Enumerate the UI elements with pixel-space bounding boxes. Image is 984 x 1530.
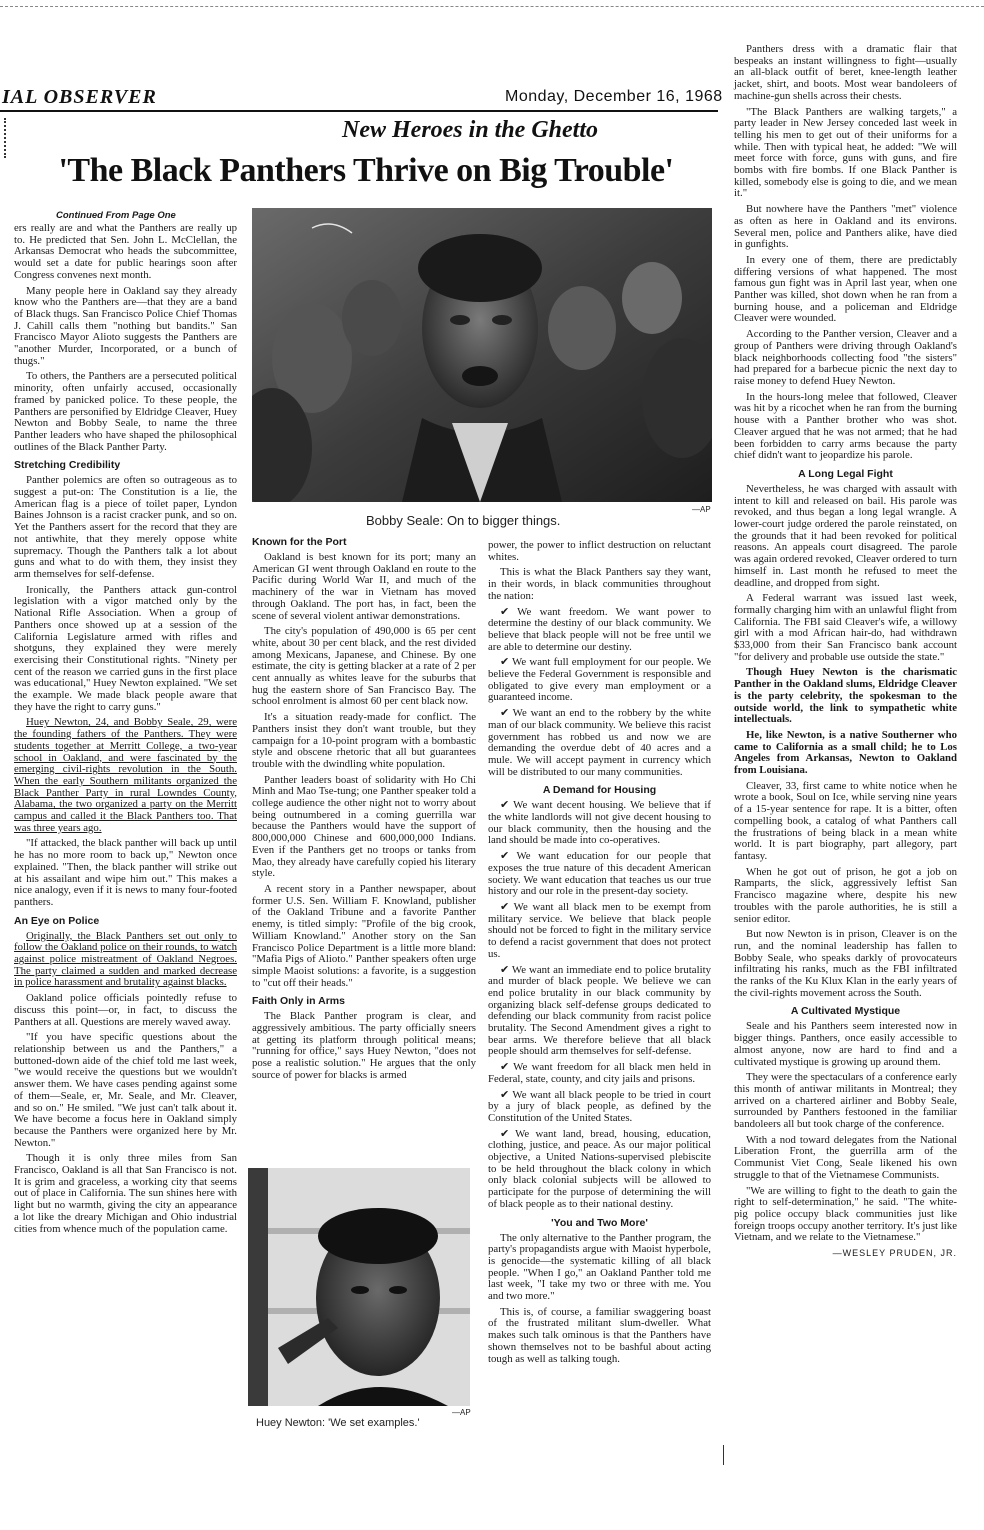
paragraph: The only alternative to the Panther program, the party's propagandists argue with Maoist hyperbole, is genocide—the systematic killing of all black people. "When I go," an Oakland Panther told me last week, "I take my two or three with me. You and two more." bbox=[488, 1231, 711, 1303]
column-rule bbox=[723, 1445, 724, 1465]
list-item: ✔ We want all black men to be exempt from military service. We believe that black people should not be forced to fight in the military service to defend a racist government that does not protect us. bbox=[488, 900, 711, 960]
subhead: Faith Only in Arms bbox=[252, 995, 345, 1008]
paragraph: Ironically, the Panthers attack gun-control legislation with a vigor matched only by the National Rifle Association. When a group of Panthers once showed up at a session of the California Legislature armed with rifles and shotguns, they explained they were merely exercising their Constitutional rights. "Ninety per cent of the reason we carried guns in the first place was educational," Huey Newton explained. "We set the example. We made black people aware that they have the right to carry guns." bbox=[14, 583, 237, 713]
photo-credit: —AP bbox=[692, 505, 711, 514]
paragraph: With a nod toward delegates from the National Liberation Front, the guerrilla arm of the Communist Viet Cong, Seale likened his own struggle to that of the Vietnamese Communists. bbox=[734, 1133, 957, 1181]
list-item: ✔ We want full employment for our people. We believe the Federal Government is responsible and obligated to give every man employment or a guaranteed income. bbox=[488, 656, 711, 704]
paragraph: Originally, the Black Panthers set out only to follow the Oakland police on their rounds, to watch against police mistreatment of Oakland Negroes. The party claimed a sudden and marked decrease in police harassment and brutality against blacks. bbox=[14, 929, 237, 989]
huey-newton-photo bbox=[248, 1168, 470, 1406]
subhead: A Cultivated Mystique bbox=[790, 1005, 901, 1018]
subhead: Known for the Port bbox=[252, 536, 347, 548]
paragraph: To others, the Panthers are a persecuted political minority, often unfairly accused, occasionally framed by panicked police. To these people, the Panthers are personified by Eldridge Cleaver, Huey Newton and Bobby Seale, to name the three Panther leaders who have shaped the philosophical outlines of the Black Panther Party. bbox=[14, 370, 237, 453]
column-3 bbox=[488, 540, 711, 1369]
list-item: ✔ We want education for our people that exposes the true nature of this decadent American society. We want education that teaches us our true history and our role in the present-day society. bbox=[488, 850, 711, 898]
paragraph: Though Huey Newton is the charismatic Panther in the Oakland slums, Eldridge Cleaver is the party celebrity, the spokesman to the outside world, the link to sympathetic white intellectuals. bbox=[734, 666, 957, 726]
paragraph: They were the spectaculars of a conference early this month of antiwar militants in Montreal; they arrived on a chartered airliner and Bobby Seale, surrounded by Panthers festooned in the familiar bandoleers all but took charge of the conference. bbox=[734, 1071, 957, 1131]
byline: —WESLEY PRUDEN, JR. bbox=[832, 1248, 957, 1259]
paragraph: This is what the Black Panthers say they want, in their words, in black communities throughout the nation: bbox=[488, 566, 711, 602]
masthead-title: IAL OBSERVER bbox=[2, 86, 157, 108]
paragraph: power, the power to inflict destruction on reluctant whites. bbox=[488, 539, 711, 563]
subhead: A Demand for Housing bbox=[542, 784, 657, 797]
column-4 bbox=[734, 44, 957, 1258]
paragraph: He, like Newton, is a native Southerner who came to California as a small child; he to Los Angeles from Arkansas, Newton to Oakland from Louisiana. bbox=[734, 728, 957, 777]
subhead: An Eye on Police bbox=[14, 914, 100, 927]
paragraph: Many people here in Oakland say they already know who the Panthers are—that they are a band of Black thugs. San Francisco Police Chief Thomas J. Cahill calls them "nothing but bandits." San Francisco Mayor Alioto suggests the Panthers are "another Murder, Incorporated, or a bunch of thugs." bbox=[14, 284, 237, 367]
paragraph: A Federal warrant was issued last week, formally charging him with an unlawful flight from California. The FBI said Cleaver's wife, a willowy girl with a mod African hair-do, had withdrawn $33,000 from their San Francisco bank account "for delivery and probable use outside the state." bbox=[734, 592, 957, 663]
paragraph: "If you have specific questions about the relationship between us and the Panthers," a buttoned-down aide of the chief told me last week, "we would receive the questions but we wouldn't answer them. We have cases pending against some of them—Seale, er, Mr. Seale, and Mr. Cleaver, and so on." He smiled. "We just can't talk about it. We have become a focus here in Oakland simply because the Panthers were organized here by Mr. Newton." bbox=[14, 1031, 237, 1149]
paragraph: According to the Panther version, Cleaver and a group of Panthers were driving through Oakland's black neighborhoods collecting food "the sisters" had prepared for a barbecue picnic the next day to raise money to defend Huey Newton. bbox=[734, 328, 957, 387]
list-item: ✔ We want an end to the robbery by the white man of our black community. We believe this racist government has robbed us and now we are demanding the overdue debt of 40 acres and a mule. We will accept payment in currency which will be distributed to our many communities. bbox=[488, 707, 711, 778]
paragraph: But nowhere have the Panthers "met" violence as often as here in Oakland and its environs. Several men, police and Panthers alike, have died in gunfights. bbox=[734, 203, 957, 251]
paragraph: The Black Panther program is clear, and aggressively ambitious. The party officially sneers at getting its platform through political means; "running for office," says Huey Newton, "does not pose a realistic solution." He argues that the only source of power for blacks is armed bbox=[252, 1010, 476, 1081]
photo-caption: Huey Newton: 'We set examples.' bbox=[256, 1417, 420, 1429]
paragraph: It's a situation ready-made for conflict. The Panthers insist they don't want trouble, but they campaign for a 10-point program with a bombastic style and obscene rhetoric that all but guarantees trouble with the dwindling white population. bbox=[252, 711, 476, 770]
paragraph: Though it is only three miles from San Francisco, Oakland is all that San Francisco is not. It is grim and graceless, a working city that seems out of place in California. The sun shines here with light but no warmth, giving the city an appearance a lot like the dreary Michigan and Ohio industrial cities from whence much of the population came. bbox=[14, 1152, 237, 1235]
list-item: ✔ We want freedom. We want power to determine the destiny of our black community. We believe that black people will not be free until we are able to determine our destiny. bbox=[488, 605, 711, 653]
subhead: A Long Legal Fight bbox=[798, 467, 893, 480]
photo-caption: Bobby Seale: On to bigger things. bbox=[366, 513, 561, 528]
list-item: ✔ We want all black people to be tried in court by a jury of black people, as defined by the Constitution of the United States. bbox=[488, 1088, 711, 1124]
column-2 bbox=[252, 530, 476, 1086]
subhead: 'You and Two More' bbox=[551, 1216, 648, 1229]
paragraph: Huey Newton, 24, and Bobby Seale, 29, were the founding fathers of the Panthers. They were students together at Merritt College, a two-year school in Oakland, and were fascinated by the emerging civil-rights revolution in the South. When the early Southern militants organized the Black Panther Party in rural Lowndes County, Alabama, the two organized a party on the Merritt campus and called it the Black Panthers too. That was three years ago. bbox=[14, 716, 237, 834]
subhead: Stretching Credibility bbox=[14, 459, 121, 472]
crowd-photo-image bbox=[252, 208, 712, 502]
paragraph: Panther polemics are often so outrageous as to suggest a put-on: The Constitution is a lie, the American flag is a piece of toilet paper, Lyndon Baines Johnson is a racist cracker punk, and so on. Yet the Panthers assert for the record that they are not antiwhite, that they merely oppose white supremacy. Though the Panthers talk a lot about guns and what to do with them, they insist they arm themselves for self-defense. bbox=[14, 474, 237, 580]
paragraph: This is, of course, a familiar swaggering boast of the frustrated militant slum-dweller. What makes such talk ominous is that the Panthers have shown themselves not to be bashful about acting tough as well as talking tough. bbox=[488, 1305, 711, 1365]
paragraph: ers really are and what the Panthers are really up to. He predicted that Sen. John L. McClellan, the Arkansas Democrat who heads the subcommittee, would set a date for public hearings soon after Congress convenes next month. bbox=[14, 222, 237, 281]
paragraph: Panthers dress with a dramatic flair that bespeaks an instant willingness to fight—usually an all-black outfit of beret, knee-length leather jacket, shirt, and boots. Most wear bandoleers of machine-gun shells across their chests. bbox=[734, 43, 957, 102]
column-1 bbox=[14, 210, 237, 1239]
paragraph: The city's population of 490,000 is 65 per cent white, about 30 per cent black, and the rest divided among Mexicans, Japanese, and Chinese. By one estimate, the city is getting blacker at a rate of 2 per cent annually as whites leave for the suburbs that hug the eastern shore of San Francisco Bay. The school enrolment is almost 60 per cent black now. bbox=[252, 625, 476, 708]
paragraph: "The Black Panthers are walking targets," a party leader in New Jersey conceded last week in telling his men to get out of their uniforms for a while. Then with typical heat, he added: "We will meet force with force, guns with guns, and fire bombs with fire bombs. If one Black Panther is killed, somebody else is going to die, and we mean it." bbox=[734, 105, 957, 200]
paragraph: "If attacked, the black panther will back up until he has no more room to back up," Newton once explained. "Then, the black panther will strike out at his assailant and wipe him out." This makes a nice analogy, even if it is news to many four-footed panthers. bbox=[14, 837, 237, 908]
paragraph: A recent story in a Panther newspaper, about former U.S. Sen. William F. Knowland, publisher of the Oakland Tribune and a favorite Panther enemy, is titled simply: "Profile of the big crook, William Knowland." Another story on the San Francisco Police Department is a little more bland: "Mafia Pigs of Alioto." Panther speakers often urge simple Maoist solutions: a favorite, is a suggestion to "cut off their heads." bbox=[252, 882, 476, 989]
continued-note: Continued From Page One bbox=[56, 210, 176, 221]
headline: 'The Black Panthers Thrive on Big Trouble' bbox=[58, 152, 674, 189]
paragraph: In the hours-long melee that followed, Cleaver was hit by a ricochet when he ran from the burning house with a Panther brother who was shot. Cleaver argued that he was not armed; that he had been forbidden to carry arms because the party chief didn't want to jeopardize his parole. bbox=[734, 390, 957, 462]
paragraph: Panther leaders boast of solidarity with Ho Chi Minh and Mao Tse-tung; one Panther speaker told a college audience the other night not to worry about being outnumbered in a coming guerrilla war because the Panthers would have the support of 800,000,000 Chinese and 600,000,000 Indians. Even if the Panthers get no troops or tanks from Mao, they already have carefully copied his literary style. bbox=[252, 773, 476, 880]
list-item: ✔ We want land, bread, housing, education, clothing, justice, and peace. As our major political objective, a United Nations-supervised plebiscite to be held throughout the black colony in which only black colonial subjects will be allowed to participate for the purpose of determining the will of black people as to their national destiny. bbox=[488, 1127, 711, 1210]
margin-marks bbox=[4, 118, 8, 158]
paragraph: Nevertheless, he was charged with assault with intent to kill and released on bail. His parole was revoked, and thus began a long legal wrangle. A lower-court judge ordered the parole reinstated, on the grounds that it had been revoked for political reasons. An appeals court disagreed. The parole was again ordered revoked, Cleaver ordered to turn himself in. Last month he refused to meet the deadline, and dropped from sight. bbox=[734, 482, 957, 589]
paragraph: In every one of them, there are predictably differing versions of what happened. The most famous gun fight was in April last year, when one Panther was killed, shot down when he ran from a burning house, and a policeman and Eldridge Cleaver were wounded. bbox=[734, 253, 957, 325]
page-top-border bbox=[0, 6, 984, 7]
paragraph: Oakland police officials pointedly refuse to discuss this point—or, in fact, to discuss the Panthers at all. Questions are merely waved away. bbox=[14, 992, 237, 1028]
paragraph: But now Newton is in prison, Cleaver is on the run, and the nominal leadership has fallen to Bobby Seale, who speaks darkly of provocateurs infiltrating his ranks, much as the FBI infiltrated the ranks of the Ku Klux Klan in the early years of the civil-rights movement across the South. bbox=[734, 928, 957, 999]
kicker: New Heroes in the Ghetto bbox=[342, 117, 598, 143]
paragraph: When he got out of prison, he got a job on Ramparts, the slick, aggressively leftist San Francisco magazine where, despite his new troubles with the parole authorities, he is still a senior editor. bbox=[734, 865, 957, 925]
portrait-photo-image bbox=[248, 1168, 470, 1406]
paragraph: Cleaver, 33, first came to white notice when he wrote a book, Soul on Ice, while serving nine years of a 15-year sentence for rape. It is a bitter, often compelling book, a catalog of what Panthers call the frustrations of being black in a mean white world. It is part biography, part allegory, part fantasy. bbox=[734, 779, 957, 862]
paragraph: Seale and his Panthers seem interested now in bigger things. Panthers, once easily accessible to almost anyone, now are hard to find and a cultivated mystique is growing up around them. bbox=[734, 1020, 957, 1068]
masthead-date: Monday, December 16, 1968 bbox=[505, 88, 723, 105]
masthead-rule bbox=[0, 110, 718, 112]
list-item: ✔ We want an immediate end to police brutality and murder of black people. We believe we can end police brutality in our black community by organizing black self-defense groups dedicated to defending our black community from racist police brutality. The Second Amendment gives a right to bear arms. We therefore believe that all black people should arm themselves for self-defense. bbox=[488, 963, 711, 1058]
bobby-seale-photo bbox=[252, 208, 712, 502]
paragraph: Oakland is best known for its port; many an American GI went through Oakland en route to the Pacific during World War II, and much of the machinery of the war in Vietnam has moved through Oakland. The port has, in fact, been the scene of several violent antiwar demonstrations. bbox=[252, 551, 476, 622]
photo-credit: —AP bbox=[452, 1408, 471, 1417]
list-item: ✔ We want decent housing. We believe that if the white landlords will not give decent housing to our black community, then the housing and the land should be made into co-operatives. bbox=[488, 799, 711, 847]
list-item: ✔ We want freedom for all black men held in Federal, state, county, and city jails and prisons. bbox=[488, 1061, 711, 1085]
paragraph: "We are willing to fight to the death to gain the right to self-determination," he said. "The white-pig police occupy black communities just like foreign troops occupy another territory. It's just like Vietnam, and we relate to the Vietnamese." bbox=[734, 1184, 957, 1244]
